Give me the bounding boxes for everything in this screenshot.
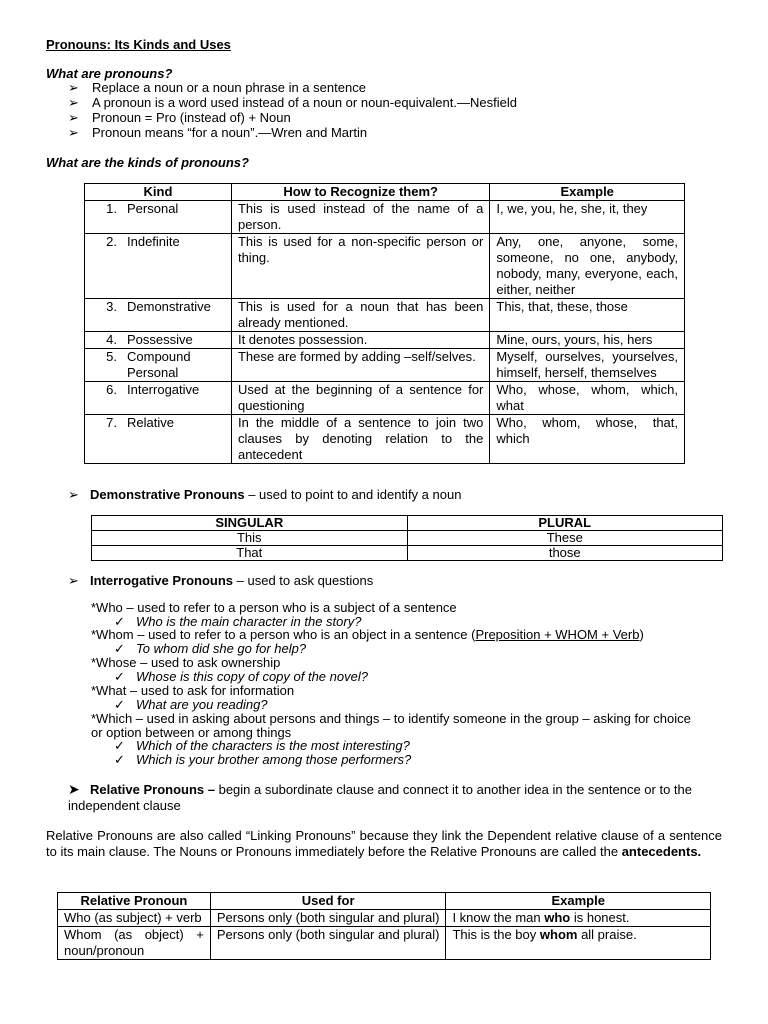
arrow-bullet-icon: ➢	[68, 487, 79, 502]
used-cell: Persons only (both singular and plural)	[210, 927, 446, 960]
section-label: Demonstrative Pronouns	[90, 487, 245, 502]
table-cell: This	[92, 531, 408, 546]
how-cell: It denotes possession.	[231, 332, 489, 349]
who-def: *Who – used to refer to a person who is a subject of a sentence	[91, 600, 457, 615]
example-line: ✓ Which of the characters is the most interesting?	[114, 738, 410, 753]
example-line: ✓ What are you reading?	[114, 697, 268, 712]
relative-paragraph: Relative Pronouns are also called “Linking Pronouns” because they link the Dependent relative clause of a sentence to its main clause. The Nouns or Pronouns immediately before the Relative Pronouns are called the antecedents.	[46, 828, 722, 859]
example-cell: Mine, ours, yours, his, hers	[490, 332, 685, 349]
how-cell: In the middle of a sentence to join two clauses by denoting relation to the antecedent	[231, 415, 489, 464]
row-number: 1.	[106, 201, 117, 216]
example-cell: Myself, ourselves, yourselves, himself, herself, themselves	[490, 349, 685, 382]
row-number: 2.	[106, 234, 117, 249]
example-line: ✓ To whom did she go for help?	[114, 641, 307, 656]
section-label: Relative Pronouns –	[90, 782, 215, 797]
arrow-bullet-icon: ➤	[68, 781, 80, 797]
whom-def: *Whom – used to refer to a person who is an object in a sentence (Preposition + WHOM + Verb)	[91, 627, 644, 642]
table-row	[85, 382, 685, 415]
demonstrative-table	[91, 515, 723, 561]
example-line: ✓ Who is the main character in the story?	[114, 614, 362, 629]
arrow-bullet-icon: ➢	[68, 573, 79, 588]
column-header: PLURAL	[407, 516, 722, 531]
table-row	[85, 201, 685, 234]
column-header: Example	[446, 893, 711, 910]
check-icon: ✓	[114, 641, 125, 656]
table-row	[92, 531, 723, 546]
example-cell: This is the boy whom all praise.	[446, 927, 711, 960]
table-cell: These	[407, 531, 722, 546]
pronoun-cell: Whom (as object) + noun/pronoun	[58, 927, 211, 960]
how-cell: These are formed by adding –self/selves.	[231, 349, 489, 382]
example-cell: I know the man who is honest.	[446, 910, 711, 927]
demonstrative-section	[68, 488, 461, 502]
check-icon: ✓	[114, 738, 125, 753]
check-icon: ✓	[114, 752, 125, 767]
how-cell: This is used for a noun that has been already mentioned.	[231, 299, 489, 332]
kind-name: Relative	[127, 415, 174, 430]
how-cell: This is used instead of the name of a person.	[231, 201, 489, 234]
arrow-bullet-icon: ➢	[68, 95, 79, 110]
which-def: *Which – used in asking about persons and things – to identify someone in the group – asking for choice or option between or among things	[91, 711, 691, 740]
example-cell: This, that, these, those	[490, 299, 685, 332]
whose-def: *Whose – used to ask ownership	[91, 655, 281, 670]
kind-name: Compound Personal	[127, 349, 191, 380]
kinds-heading: What are the kinds of pronouns?	[46, 155, 249, 170]
section-desc: – used to ask questions	[233, 573, 374, 588]
list-item: ➢ A pronoun is a word used instead of a noun or noun-equivalent.—Nesfield	[68, 95, 517, 110]
section-label: Interrogative Pronouns	[90, 573, 234, 588]
table-cell: That	[92, 546, 408, 561]
kind-name: Interrogative	[127, 382, 200, 397]
table-row	[85, 349, 685, 382]
table-row	[85, 415, 685, 464]
list-item: ➢ Replace a noun or a noun phrase in a sentence	[68, 80, 366, 95]
check-icon: ✓	[114, 669, 125, 684]
table-cell: those	[407, 546, 722, 561]
section-desc: – used to point to and identify a noun	[244, 487, 462, 502]
table-row	[85, 332, 685, 349]
pronoun-cell: Who (as subject) + verb	[58, 910, 211, 927]
example-cell: I, we, you, he, she, it, they	[490, 201, 685, 234]
row-number: 5.	[106, 349, 117, 364]
table-row	[85, 234, 685, 299]
table-header-row	[85, 184, 685, 201]
row-number: 3.	[106, 299, 117, 314]
arrow-bullet-icon: ➢	[68, 110, 79, 125]
kind-name: Indefinite	[127, 234, 180, 249]
check-icon: ✓	[114, 614, 125, 629]
column-header: Relative Pronoun	[58, 893, 211, 910]
column-header: How to Recognize them?	[231, 184, 489, 201]
kind-name: Personal	[127, 201, 179, 216]
check-icon: ✓	[114, 697, 125, 712]
example-line: ✓ Whose is this copy of copy of the novel?	[114, 669, 368, 684]
column-header: Kind	[85, 184, 232, 201]
kind-name: Possessive	[127, 332, 193, 347]
relative-section	[68, 781, 724, 814]
column-header: Used for	[210, 893, 446, 910]
arrow-bullet-icon: ➢	[68, 125, 79, 140]
what-def: *What – used to ask for information	[91, 683, 295, 698]
column-header: SINGULAR	[92, 516, 408, 531]
table-row	[58, 927, 711, 960]
used-cell: Persons only (both singular and plural)	[210, 910, 446, 927]
row-number: 7.	[106, 415, 117, 430]
relative-table	[57, 892, 711, 960]
kinds-table	[84, 183, 685, 464]
how-cell: This is used for a non-specific person or thing.	[231, 234, 489, 299]
section-desc: begin a subordinate clause and connect it to another idea in the sentence or to the independent clause	[68, 782, 692, 813]
table-row	[85, 299, 685, 332]
what-are-heading: What are pronouns?	[46, 66, 173, 81]
example-cell: Any, one, anyone, some, someone, no one, anybody, nobody, many, everyone, each, either, neither	[490, 234, 685, 299]
how-cell: Used at the beginning of a sentence for questioning	[231, 382, 489, 415]
row-number: 4.	[106, 332, 117, 347]
example-cell: Who, whose, whom, which, what	[490, 382, 685, 415]
table-row	[58, 910, 711, 927]
list-item: ➢ Pronoun means “for a noun”.—Wren and Martin	[68, 125, 368, 140]
page-title: Pronouns: Its Kinds and Uses	[46, 37, 231, 52]
example-line: ✓ Which is your brother among those performers?	[114, 752, 412, 767]
interrogative-section	[68, 574, 373, 588]
table-row	[92, 546, 723, 561]
example-cell: Who, whom, whose, that, which	[490, 415, 685, 464]
row-number: 6.	[106, 382, 117, 397]
definition-list	[46, 80, 726, 140]
kind-name: Demonstrative	[127, 299, 211, 314]
list-item: ➢ Pronoun = Pro (instead of) + Noun	[68, 110, 291, 125]
column-header: Example	[490, 184, 685, 201]
arrow-bullet-icon: ➢	[68, 80, 79, 95]
